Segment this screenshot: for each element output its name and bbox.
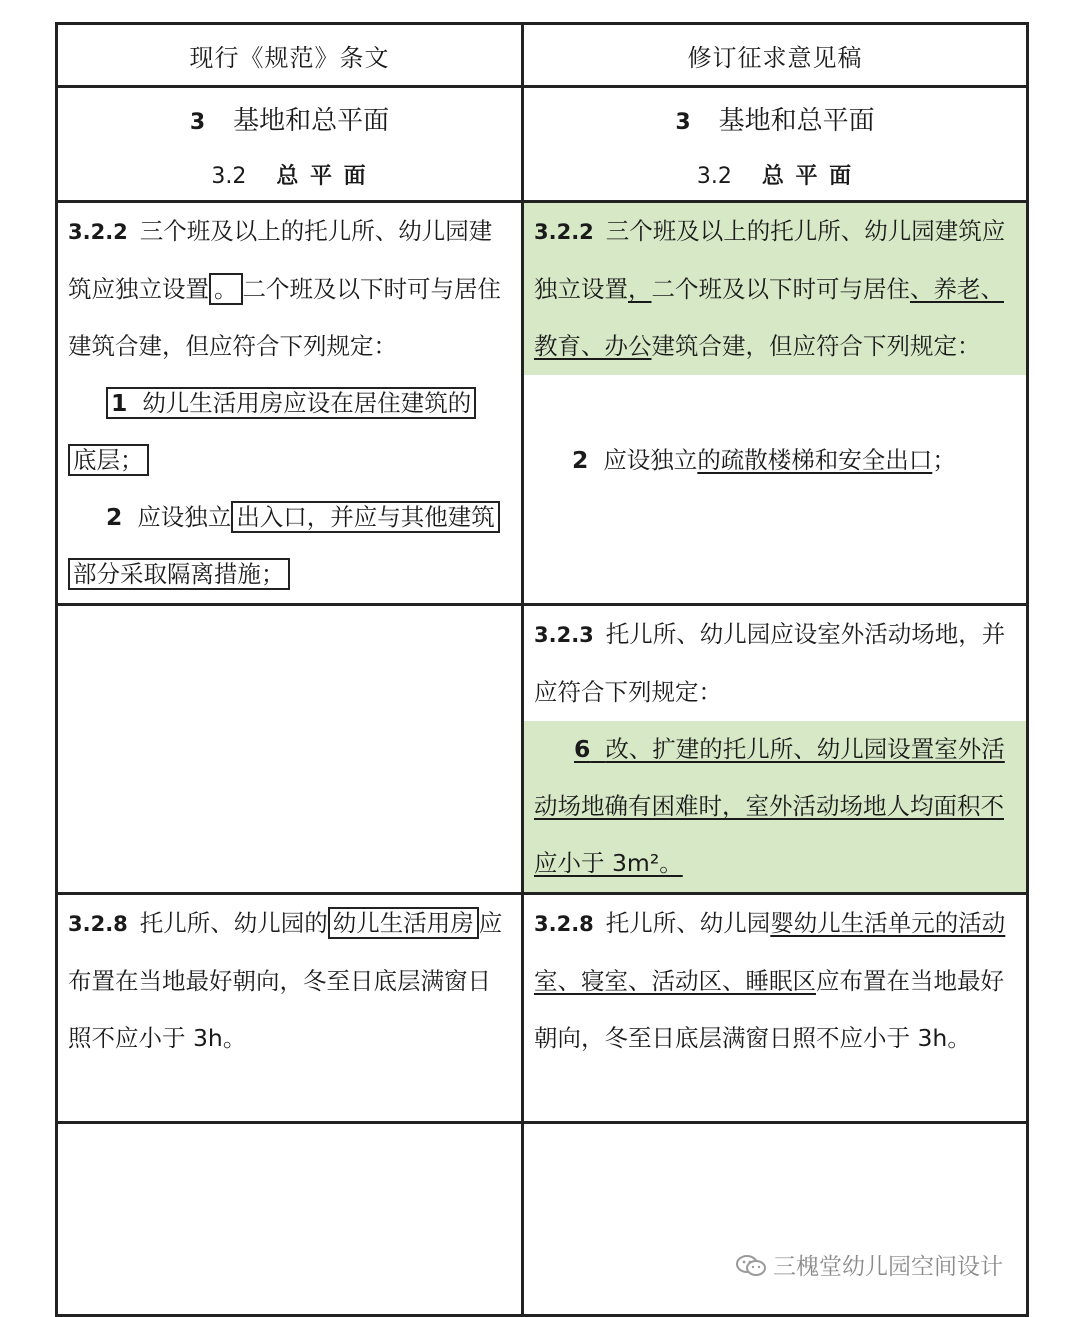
boxed-text: 幼儿生活用房 [328,907,479,939]
clause-number: 3.2.2 [68,220,128,244]
clause-323-body: 3.2.3 托儿所、幼儿园应设室外活动场地，并应符合下列规定： [534,620,1006,706]
clause-number: 3.2.8 [534,912,594,936]
clause-number: 3.2.2 [534,220,594,244]
clause-number: 3.2.3 [534,623,594,647]
clause-number: 3.2.8 [68,912,128,936]
item-2: 2 应设独立的疏散楼梯和安全出口； [572,446,956,474]
underlined-text: 的疏散楼梯和安全出口 [697,446,933,474]
clause-322-current [57,202,523,605]
wechat-icon [735,1254,765,1276]
item-2: 2 应设独立 出入口，并应与其他建筑 [68,489,511,546]
boxed-mark: 。 [209,273,243,305]
section-number: 3 [189,110,206,135]
underlined-text: 、养老、教育、办公 [534,275,1004,360]
comparison-table [55,22,1029,1317]
clause-322-revised [523,202,1028,605]
clause-row-322 [57,202,1028,605]
watermark-text: 三槐堂幼儿园空间设计 [773,1254,1003,1280]
item-2-cont [68,546,511,603]
clause-323-current [57,605,523,894]
section-title: 基地和总平面 [718,106,875,136]
clause-328-current: 3.2.8 托儿所、幼儿园的 幼儿生活用房 应布置在当地最好朝向，冬至日底层满窗日照不应小于 3h。 [57,894,523,1123]
section-left [57,87,523,202]
item-6: 6 改、扩建的托儿所、幼儿园设置室外活动场地确有困难时，室外活动场地人均面积不应小于 3m²。 [534,735,1005,877]
header-left: 现行《规范》条文 [57,24,523,87]
header-right: 修订征求意见稿 [523,24,1028,87]
section-row [57,87,1028,202]
clause-row-328 [57,894,1028,1123]
boxed-text: 部分采取隔离措施； [68,558,290,590]
clause-322-revised-highlight: 3.2.2 三个班及以上的托儿所、幼儿园建筑应独立设置，二个班及以下时可与居住、养老、教育、办公建筑合建，但应符合下列规定： [524,203,1026,375]
boxed-text: 出入口，并应与其他建筑 [231,501,500,533]
section-right [523,87,1028,202]
clause-328-revised: 3.2.8 托儿所、幼儿园婴幼儿生活单元的活动室、寝室、活动区、睡眠区应布置在当地最好朝向，冬至日底层满窗日照不应小于 3h。 [523,894,1028,1123]
clause-323-revised [523,605,1028,894]
section-title: 基地和总平面 [233,106,390,136]
subsection-number: 3.2 [696,164,732,189]
item-6-highlight [524,721,1026,892]
empty-cell-left [57,1123,523,1316]
subsection-title: 总 平 面 [276,164,368,189]
boxed-text: 1 幼儿生活用房应设在居住建筑的 [106,387,476,419]
underlined-text: ， [628,275,652,303]
watermark [735,1248,1003,1281]
boxed-text: 底层； [68,444,149,476]
subsection-number: 3.2 [211,164,247,189]
subsection-title: 总 平 面 [761,164,854,189]
clause-322-current-body: 3.2.2 三个班及以上的托儿所、幼儿园建筑应独立设置 。 二个班及以下时可与居住建筑合建，但应符合下列规定： [68,217,501,360]
empty-cell-right [523,1123,1028,1316]
header-row [57,24,1028,87]
item-1-cont [68,432,511,489]
item-1 [68,375,511,432]
empty-row [57,1123,1028,1316]
clause-row-323 [57,605,1028,894]
section-number: 3 [675,110,691,135]
underlined-text: 婴幼儿生活单元的活动室、寝室、活动区、睡眠区 [534,909,1006,995]
